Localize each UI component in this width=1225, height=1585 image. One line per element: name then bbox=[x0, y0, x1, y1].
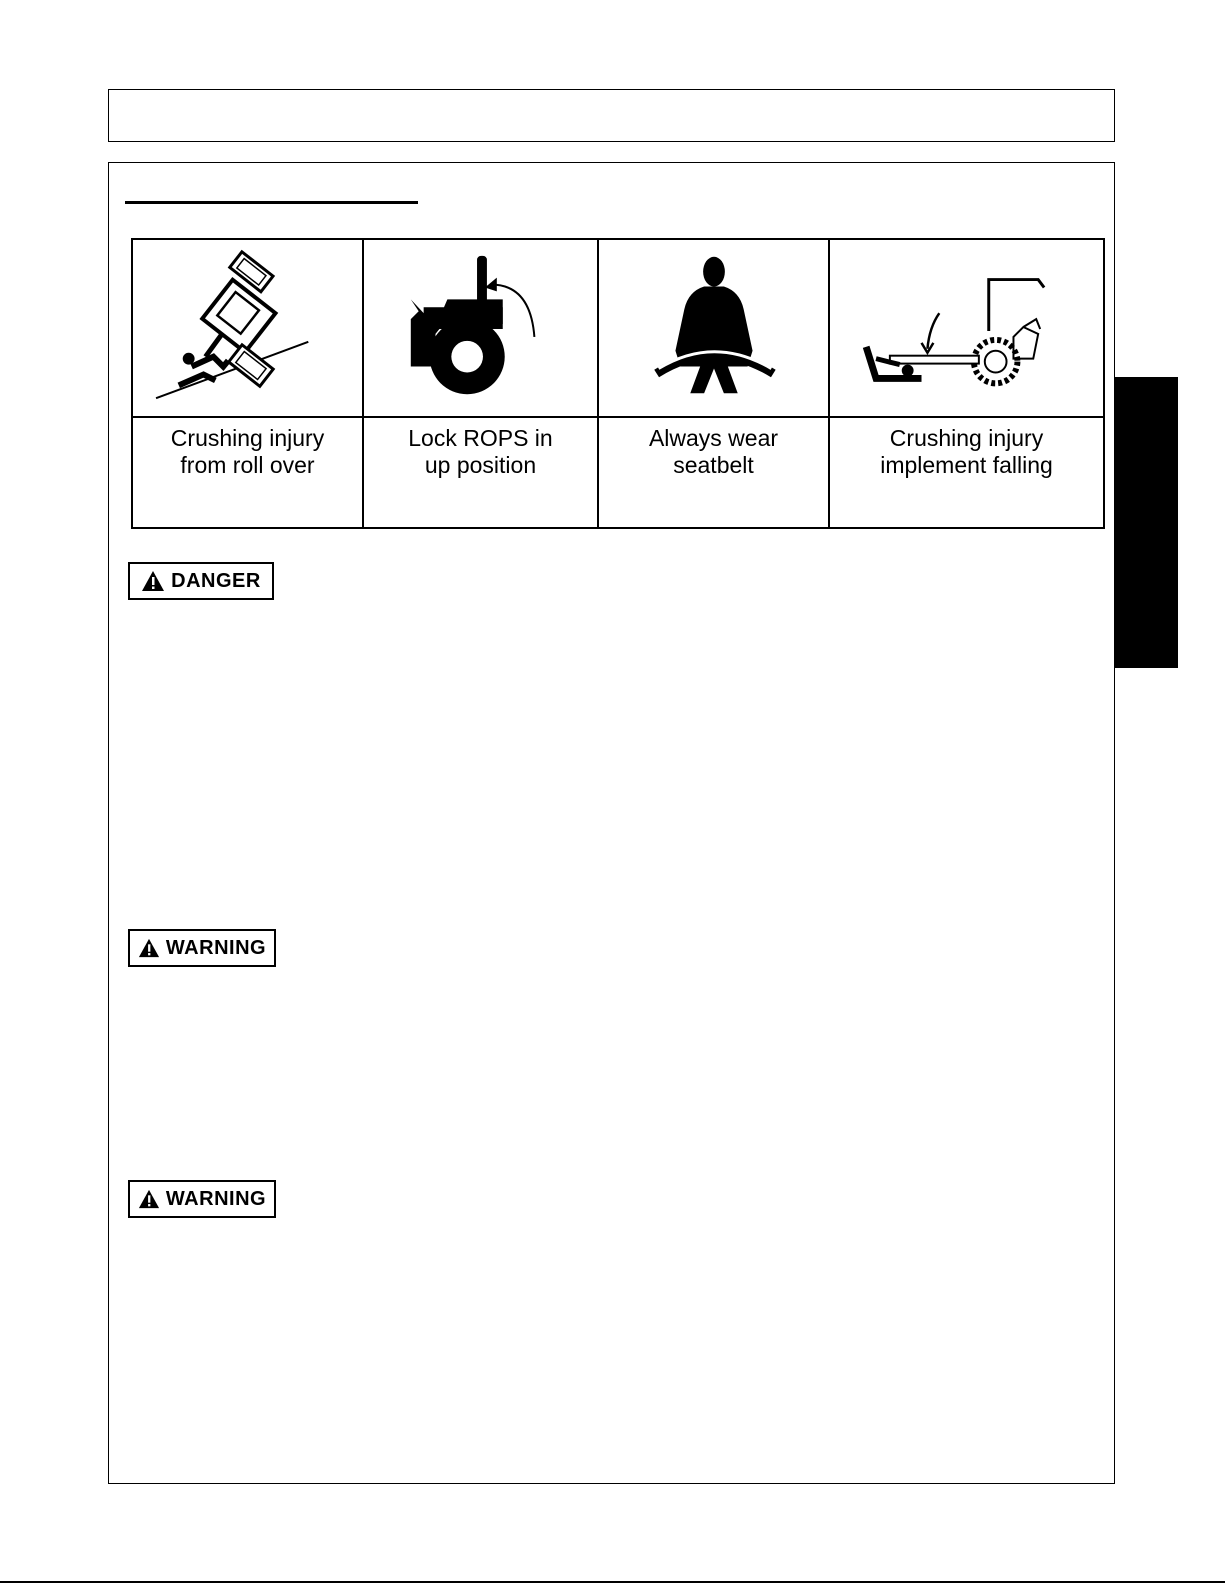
warning-triangle-icon bbox=[141, 570, 165, 592]
danger-signal-text: DANGER bbox=[171, 569, 261, 592]
rops-lock-icon bbox=[364, 240, 597, 418]
pictogram-caption: Always wear seatbelt bbox=[648, 425, 779, 478]
pictogram-cell-implement bbox=[828, 240, 1103, 527]
warning-signal-text: WARNING bbox=[165, 936, 267, 959]
pictogram-caption: Crushing injury implement falling bbox=[880, 425, 1053, 478]
warning-signal-label-2 bbox=[128, 1180, 276, 1218]
rollover-tractor-icon bbox=[133, 240, 362, 418]
page-bottom-rule bbox=[0, 1581, 1225, 1583]
warning-triangle-icon bbox=[138, 937, 160, 959]
falling-implement-icon bbox=[830, 240, 1103, 418]
danger-signal-label bbox=[128, 562, 274, 600]
seatbelt-icon bbox=[599, 240, 828, 418]
warning-triangle-icon bbox=[138, 1188, 160, 1210]
pictogram-caption: Lock ROPS in up position bbox=[408, 425, 553, 478]
warning-signal-text: WARNING bbox=[165, 1187, 267, 1210]
section-side-tab bbox=[1115, 377, 1178, 668]
warning-signal-label-1 bbox=[128, 929, 276, 967]
pictogram-cell-rollover bbox=[133, 240, 362, 527]
section-title-rule bbox=[125, 201, 418, 204]
pictogram-caption: Crushing injury from roll over bbox=[170, 425, 325, 478]
page-header-box bbox=[108, 89, 1115, 142]
safety-pictogram-table bbox=[131, 238, 1105, 529]
pictogram-cell-rops bbox=[362, 240, 597, 527]
pictogram-cell-seatbelt bbox=[597, 240, 828, 527]
